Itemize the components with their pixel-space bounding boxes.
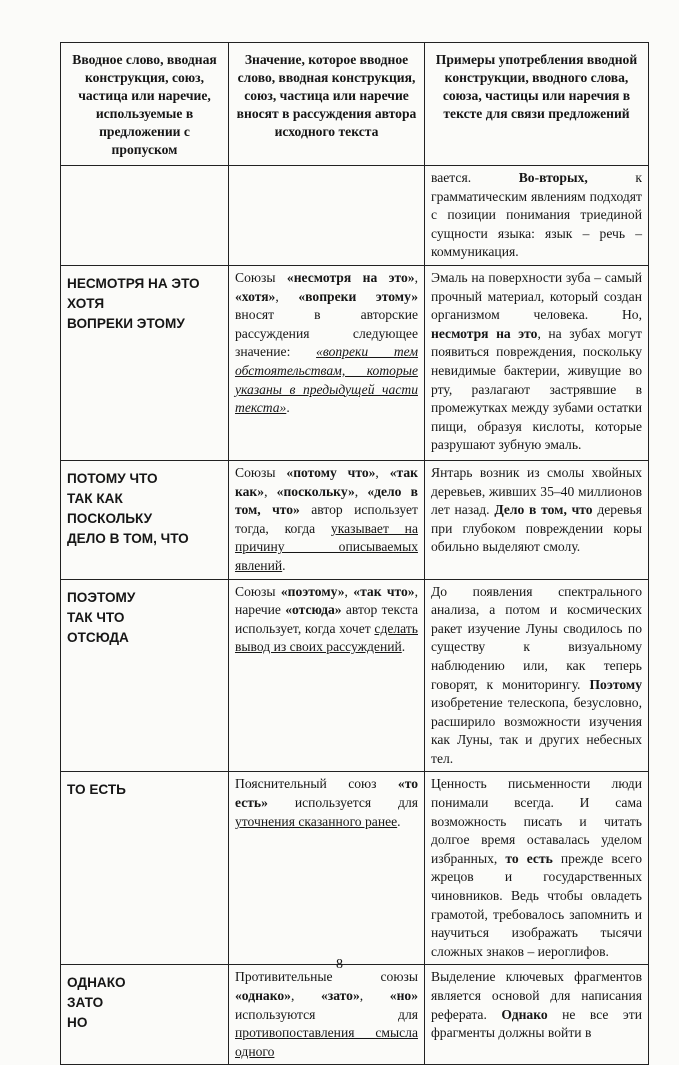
- meaning-keyword: «но»: [389, 988, 418, 1003]
- meaning-keyword: «так что»: [353, 583, 415, 599]
- meaning-text: ,: [359, 988, 390, 1003]
- keyword-item: ТАК КАК: [67, 490, 123, 506]
- meaning-text: автор использует тогда, когда: [235, 502, 418, 536]
- words-cell: [61, 965, 229, 1065]
- meaning-text: Противительные союзы: [235, 969, 418, 985]
- example-keyword: Дело в том, что: [494, 502, 593, 518]
- example-keyword: Однако: [501, 1006, 548, 1022]
- meaning-text: .: [397, 813, 401, 829]
- table-row: [61, 579, 649, 772]
- meaning-keyword: «несмотря на это»: [286, 269, 415, 285]
- keyword-item: ТАК ЧТО: [67, 609, 125, 625]
- meaning-text: автор текста использует, когда хочет: [235, 602, 419, 636]
- meaning-definition: «вопреки тем обстоятельствам, которые указаны в предыдущей части текста»: [235, 344, 419, 416]
- meaning-text: .: [286, 400, 290, 416]
- meaning-text: вносят в авторские рассуждения следующее значение:: [235, 307, 418, 360]
- words-cell: [61, 265, 229, 460]
- example-text: к грамматическим явлениям подходят с позиции понимания триединой сущности языка: язык – речь – коммуникация.: [431, 170, 642, 260]
- example-text: не все эти фрагменты должны войти в: [431, 1006, 642, 1041]
- meaning-text: ,: [375, 464, 390, 480]
- keyword-item: ХОТЯ: [67, 295, 105, 311]
- example-text: Выделение ключевых фрагментов является основой для написания реферата.: [431, 969, 642, 1022]
- example-text: деревья при глубоком повреждении коры обильно выделяют смолу.: [431, 502, 642, 555]
- meaning-text: .: [282, 557, 286, 573]
- meaning-definition: уточнения сказанного ранее: [235, 813, 398, 829]
- meaning-keyword: «так как»: [235, 464, 418, 499]
- example-text: прежде всего жрецов и государственных чиновников. Ведь чтобы овладеть грамотой, требовалось запомнить и научиться изображать тысячи сложных знаков – иероглифов.: [431, 850, 642, 959]
- words-cell: [61, 772, 229, 965]
- words-cell: [61, 460, 229, 579]
- keyword-item: ПОЭТОМУ: [67, 589, 136, 605]
- meaning-text: используется для: [267, 795, 418, 811]
- meaning-keyword: «то есть»: [235, 776, 418, 811]
- example-text: Ценность письменности люди понимали всегда. И сама возможность писать и читать долгое время оставалась уделом избранных,: [431, 776, 642, 866]
- example-text: Янтарь возник из смолы хвойных деревьев, живших 35–40 миллионов лет назад.: [431, 464, 642, 518]
- meaning-keyword: «отсюда»: [285, 602, 342, 618]
- meaning-keyword: «вопреки этому»: [298, 288, 419, 304]
- example-text: изобретение телескопа, безусловно, расширило возможности изучения как Луны, так и других небесных тел.: [431, 695, 642, 766]
- keyword-item: ОДНАКО: [67, 975, 126, 991]
- example-keyword: Во-вторых,: [518, 170, 588, 185]
- keyword-item: ОТСЮДА: [67, 629, 129, 645]
- meaning-text: , наречие: [235, 583, 419, 618]
- meaning-keyword: «поэтому»: [280, 583, 345, 599]
- example-cell: [425, 265, 649, 460]
- example-keyword: несмотря на это: [431, 325, 538, 341]
- page-number: 8: [336, 957, 343, 972]
- example-text: Эмаль на поверхности зуба – самый прочный материал, который создан организмом человека. Но,: [431, 269, 642, 323]
- keyword-item: ЗАТО: [67, 995, 104, 1011]
- meaning-text: ,: [264, 483, 277, 499]
- reference-table: [60, 42, 649, 1065]
- table-row: [61, 965, 649, 1065]
- example-cell: [425, 772, 649, 965]
- meaning-text: Союзы: [235, 583, 281, 599]
- meaning-definition: противопоставления смысла одного: [235, 1025, 418, 1059]
- example-keyword: то есть: [505, 850, 553, 866]
- keyword-item: ПОСКОЛЬКУ: [67, 510, 153, 526]
- meaning-keyword: «хотя»: [235, 288, 276, 304]
- example-cell: [425, 965, 649, 1065]
- example-cell: [425, 579, 649, 772]
- meaning-cell: [229, 965, 425, 1065]
- header-col-words: Вводное слово, вводная конструкция, союз, частица или наречие, используемые в предложении с пропуском: [61, 43, 229, 166]
- keyword-item: ВОПРЕКИ ЭТОМУ: [67, 315, 185, 331]
- meaning-keyword: «однако»: [235, 988, 291, 1003]
- words-cell: [61, 166, 229, 266]
- example-text: вается.: [431, 170, 519, 185]
- table-row: [61, 265, 649, 460]
- meaning-cell: [229, 579, 425, 772]
- example-keyword: Поэтому: [589, 676, 642, 692]
- example-cell: [425, 166, 649, 266]
- meaning-keyword: «потому что»: [286, 464, 376, 480]
- meaning-text: ,: [354, 483, 368, 499]
- keyword-item: ПОТОМУ ЧТО: [67, 470, 158, 486]
- meaning-cell: [229, 772, 425, 965]
- table-row: [61, 166, 649, 266]
- meaning-keyword: «дело в том, что»: [235, 483, 418, 518]
- keyword-item: НЕСМОТРЯ НА ЭТО: [67, 275, 200, 291]
- meaning-text: ,: [344, 583, 354, 599]
- meaning-text: используются для: [235, 1006, 418, 1022]
- table-row: [61, 460, 649, 579]
- header-col-meaning: Значение, которое вводное слово, вводная конструкция, союз, частица или наречие вносят в рассуждения автора исходного текста: [229, 43, 425, 166]
- meaning-keyword: «зато»: [320, 988, 360, 1003]
- meaning-text: ,: [290, 988, 321, 1003]
- example-cell: [425, 460, 649, 579]
- meaning-text: .: [401, 639, 406, 655]
- keyword-item: НО: [67, 1015, 88, 1031]
- meaning-text: Союзы: [235, 464, 287, 480]
- table-header-row: [61, 43, 649, 166]
- meaning-cell: [229, 265, 425, 460]
- meaning-cell: [229, 166, 425, 266]
- keyword-item: ДЕЛО В ТОМ, ЧТО: [67, 530, 189, 546]
- meaning-cell: [229, 460, 425, 579]
- table-row: [61, 772, 649, 965]
- meaning-text: ,: [414, 269, 418, 285]
- meaning-text: Союзы: [235, 269, 287, 285]
- words-cell: [61, 579, 229, 772]
- example-text: До появления спектрального анализа, а потом и космических ракет изучение Луны сводилось по существу к визуальному наблюдению или, как теперь говорят, к мониторингу.: [431, 583, 642, 692]
- meaning-definition: сделать вывод из своих рассуждений: [235, 620, 418, 655]
- keyword-item: ТО ЕСТЬ: [67, 782, 126, 798]
- meaning-text: Пояснительный союз: [235, 776, 398, 792]
- meaning-definition: указывает на причину описываемых явлений: [235, 520, 418, 573]
- header-col-examples: Примеры употребления вводной конструкции, вводного слова, союза, частицы или наречия в тексте для связи предложений: [425, 43, 649, 166]
- meaning-text: ,: [275, 288, 299, 304]
- meaning-keyword: «поскольку»: [276, 483, 355, 499]
- example-text: , на зубах могут появиться повреждения, поскольку невидимые бактерии, живущие во рту, разлагают застрявшие в промежутках между зубами остатки пищи, образуя кислоты, которые разрушают зубную эмаль.: [431, 325, 642, 453]
